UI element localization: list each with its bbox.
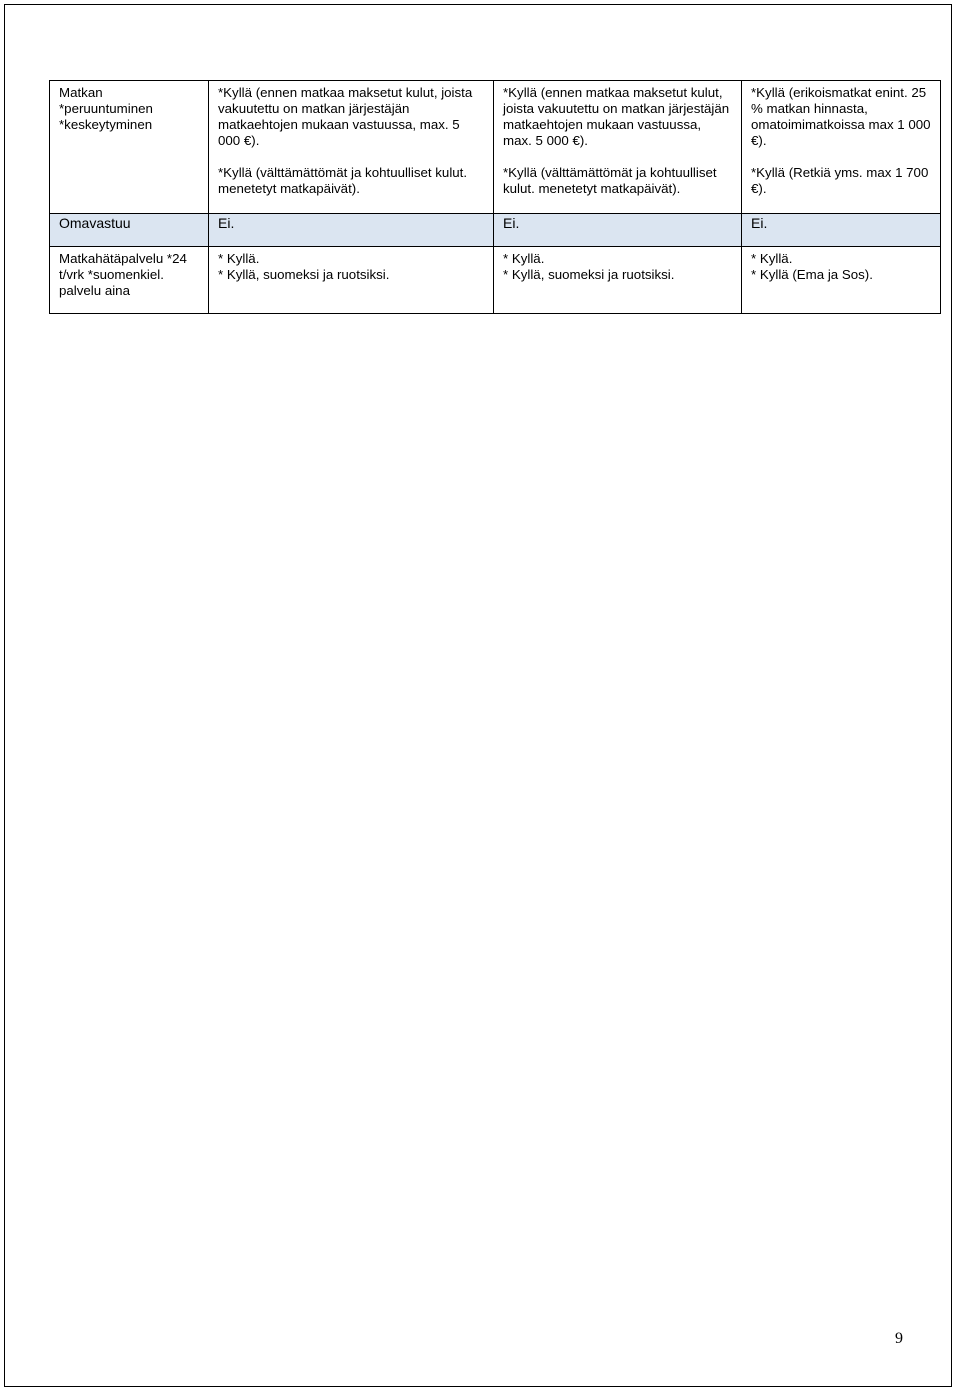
- table-cell-col1: [209, 81, 494, 214]
- table-cell-col3: Ei.: [742, 214, 941, 247]
- cell-line: * Kyllä, suomeksi ja ruotsiksi.: [503, 267, 675, 282]
- row-label-omavastuu: Omavastuu: [50, 214, 209, 247]
- row-label-emergency-service: Matkahätäpalvelu *24 t/vrk *suomenkiel. palvelu aina: [50, 247, 209, 314]
- insurance-comparison-table: [49, 80, 941, 314]
- cell-paragraph: *Kyllä (ennen matkaa maksetut kulut, joista vakuutettu on matkan järjestäjän matkaehtojen mukaan vastuussa, max. 5 000 €).: [218, 85, 473, 148]
- cell-line: * Kyllä.: [218, 251, 260, 266]
- table-cell-col1: [209, 247, 494, 314]
- cell-line: * Kyllä.: [751, 251, 793, 266]
- label-line: *keskeytyminen: [59, 117, 153, 132]
- cell-paragraph: *Kyllä (erikoismatkat enint. 25 % matkan hinnasta, omatoimimatkoissa max 1 000 €).: [751, 85, 931, 148]
- cell-paragraph: *Kyllä (ennen matkaa maksetut kulut, joista vakuutettu on matkan järjestäjän matkaehtojen mukaan vastuussa, max. 5 000 €).: [503, 85, 730, 148]
- cell-line: * Kyllä, suomeksi ja ruotsiksi.: [218, 267, 390, 282]
- table-cell-col1: Ei.: [209, 214, 494, 247]
- label-line: Matkan: [59, 85, 103, 100]
- table-cell-col3: [742, 247, 941, 314]
- row-label-trip-cancellation: [50, 81, 209, 214]
- cell-paragraph: *Kyllä (Retkiä yms. max 1 700 €).: [751, 165, 929, 196]
- cell-line: * Kyllä (Ema ja Sos).: [751, 267, 873, 282]
- page-number: 9: [895, 1330, 903, 1347]
- label-line: *peruuntuminen: [59, 101, 153, 116]
- table-cell-col3: [742, 81, 941, 214]
- cell-line: * Kyllä.: [503, 251, 545, 266]
- table-cell-col2: [494, 81, 742, 214]
- table-row-emergency-service: [50, 247, 941, 314]
- table-row-trip-cancellation: [50, 81, 941, 214]
- table-row-omavastuu: [50, 214, 941, 247]
- table-cell-col2: Ei.: [494, 214, 742, 247]
- table-cell-col2: [494, 247, 742, 314]
- cell-paragraph: *Kyllä (välttämättömät ja kohtuulliset kulut. menetetyt matkapäivät).: [218, 165, 468, 196]
- cell-paragraph: *Kyllä (välttämättömät ja kohtuulliset kulut. menetetyt matkapäivät).: [503, 165, 717, 196]
